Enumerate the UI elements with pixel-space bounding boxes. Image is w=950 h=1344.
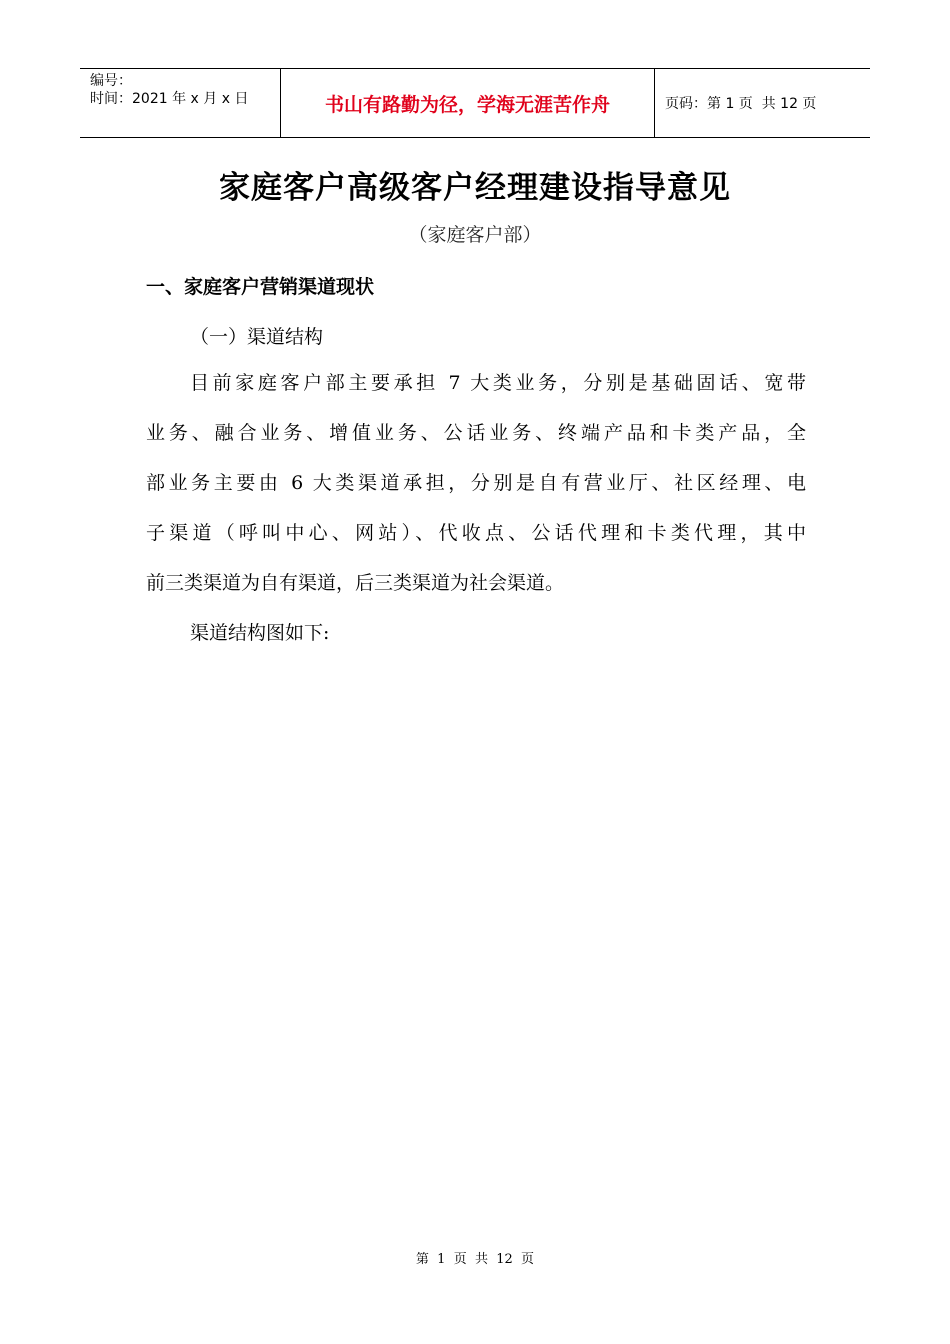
section-heading: 一、家庭客户营销渠道现状 (146, 276, 375, 298)
body-paragraph (146, 358, 806, 608)
header-motto: 书山有路勤为径，学海无涯苦作舟 (281, 69, 655, 137)
document-subtitle: （家庭客户部） (408, 224, 542, 246)
footer-page-number: 第 1 页 共 12 页 (415, 1252, 535, 1267)
paragraph-line: 部业务主要由 6 大类渠道承担，分别是自有营业厅、社区经理、电 (146, 472, 806, 494)
paragraph-line: 目前家庭客户部主要承担 7 大类业务，分别是基础固话、宽带 (190, 372, 806, 394)
paragraph-line: 业务、融合业务、增值业务、公话业务、终端产品和卡类产品，全 (146, 422, 806, 444)
document-number-label: 编号： (90, 73, 132, 89)
header-page-info: 页码：第 1 页 共 12 页 (665, 96, 817, 112)
document-date-label: 时间：2021 年 x 月 x 日 (90, 91, 249, 107)
diagram-intro-text: 渠道结构图如下: (190, 622, 330, 644)
document-header (80, 68, 870, 138)
page-footer (0, 1248, 950, 1267)
paragraph-line: 前三类渠道为自有渠道，后三类渠道为社会渠道。 (146, 572, 565, 594)
document-title: 家庭客户高级客户经理建设指导意见 (219, 170, 731, 206)
header-meta-cell (80, 69, 281, 137)
subsection-heading: （一）渠道结构 (190, 326, 324, 348)
paragraph-line: 子渠道（呼叫中心、网站）、代收点、公话代理和卡类代理，其中 (146, 522, 806, 544)
header-page-cell (655, 69, 870, 137)
